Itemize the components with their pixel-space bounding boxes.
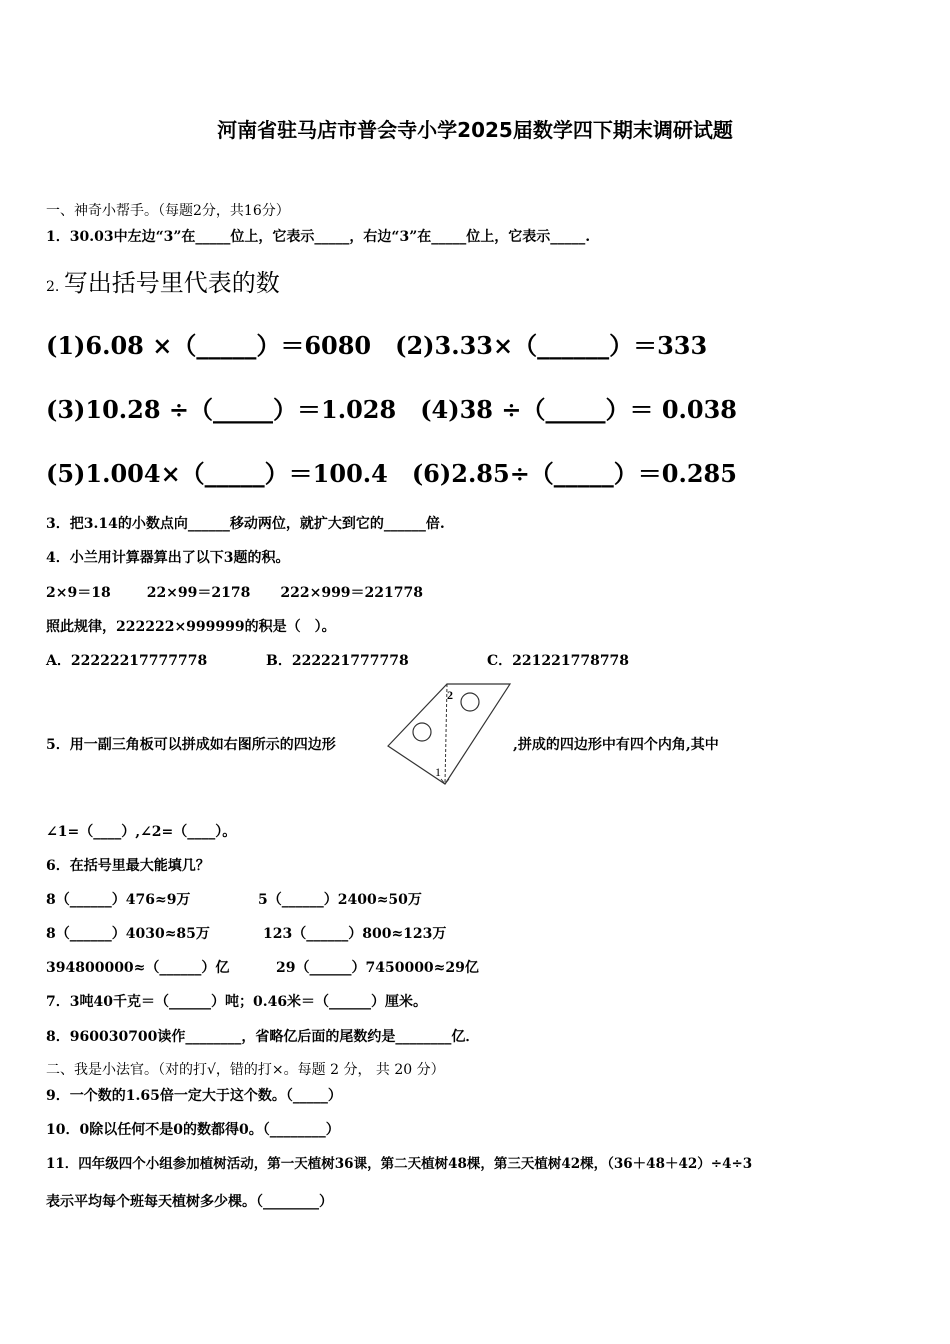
question-3: 3．把3.14的小数点向______移动两位，就扩大到它的______倍. [46, 516, 445, 532]
q6-row-2a: 8（______）4030≈85万 [46, 926, 210, 942]
question-2-row-1 [46, 331, 707, 361]
question-5-left: 5．用一副三角板可以拼成如右图所示的四边形 [46, 737, 336, 753]
q4-option-c: C．221221778778 [487, 653, 630, 669]
question-2-number: 2. [46, 279, 60, 295]
section-2-heading: 二、我是小法官。（对的打√，错的打×。每题 2 分， 共 20 分） [46, 1062, 445, 1078]
q4-option-a: A．22222217777778 [46, 653, 208, 669]
q4-equation-2: 22×99＝2178 [146, 585, 251, 601]
q2-item-5: (5)1.004×（_____）＝100.4 [46, 459, 388, 488]
question-11-line-2: 表示平均每个班每天植树多少棵。（________） [46, 1194, 333, 1210]
question-9: 9．一个数的1.65倍一定大于这个数。（_____） [46, 1088, 342, 1104]
question-8: 8．960030700读作________，省略亿后面的尾数约是________亿． [46, 1029, 480, 1045]
question-2-text: 写出括号里代表的数 [63, 269, 280, 297]
q6-row-3a: 394800000≈（______）亿 [46, 960, 230, 976]
q6-row-1b: 5（______）2400≈50万 [258, 892, 422, 908]
q2-item-2: (2)3.33×（______）＝333 [395, 331, 708, 360]
q2-item-1: (1)6.08 ×（_____）＝6080 [46, 331, 372, 360]
question-5-right: ,拼成的四边形中有四个内角,其中 [513, 737, 719, 753]
q2-item-6: (6)2.85÷（_____）＝0.285 [411, 459, 737, 488]
q4-option-b: B．222221777778 [266, 653, 409, 669]
page-title: 河南省驻马店市普会寺小学2025届数学四下期末调研试题 [217, 118, 733, 142]
question-4-ask: 照此规律，222222×999999的积是（ ）。 [46, 619, 336, 635]
q2-item-4: (4)38 ÷（_____）＝ 0.038 [420, 395, 737, 424]
question-2-row-3 [46, 459, 737, 489]
q6-row-3b: 29（______）7450000≈29亿 [276, 960, 479, 976]
question-5-angles: ∠1=（____）,∠2=（____）。 [46, 824, 237, 840]
question-11-line-1: 11．四年级四个小组参加植树活动，第一天植树36课，第二天植树48棵，第三天植树42棵，（36＋48＋42）÷4÷3 [46, 1156, 753, 1172]
angle-1-label: 1 [435, 765, 441, 779]
question-10: 10．0除以任何不是0的数都得0。（________） [46, 1122, 340, 1138]
question-7: 7．3吨40千克＝（______）吨；0.46米＝（______）厘米。 [46, 994, 428, 1010]
q4-equation-1: 2×9＝18 [46, 585, 111, 601]
set-square-quadrilateral-figure [386, 680, 514, 790]
question-2-row-2 [46, 395, 737, 425]
angle-2-label: 2 [447, 688, 453, 702]
q6-row-1a: 8（______）476≈9万 [46, 892, 191, 908]
q2-item-3: (3)10.28 ÷（_____）＝1.028 [46, 395, 397, 424]
question-1: 1．30.03中左边“3”在_____位上，它表示_____，右边“3”在_____位上，它表示_____. [46, 229, 591, 245]
question-4: 4．小兰用计算器算出了以下3题的积。 [46, 550, 290, 566]
question-4-equations [46, 584, 423, 602]
q6-row-2b: 123（______）800≈123万 [263, 926, 447, 942]
question-6: 6．在括号里最大能填几？ [46, 858, 210, 874]
q4-equation-3: 222×999＝221778 [280, 585, 423, 601]
question-2-heading [46, 268, 280, 298]
section-1-heading: 一、神奇小帮手。（每题2分，共16分） [46, 203, 290, 219]
